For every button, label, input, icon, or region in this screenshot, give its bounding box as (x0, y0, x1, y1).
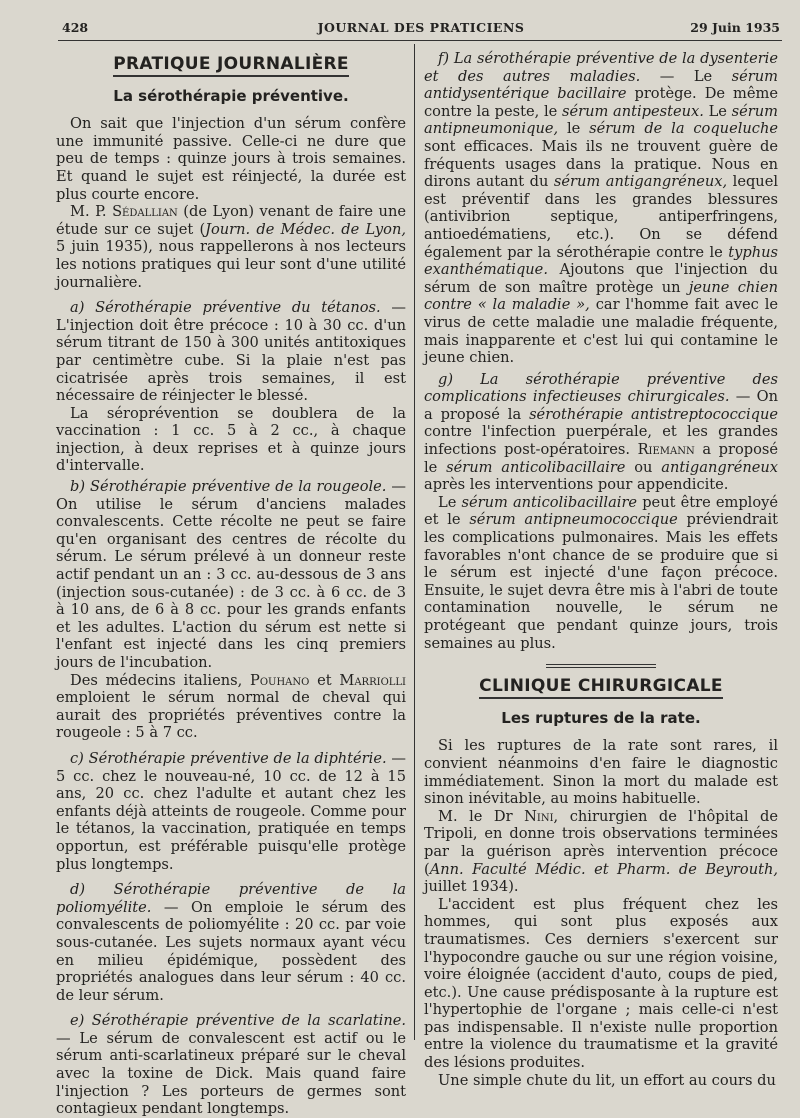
subsection-rougeole: b) Sérothérapie préventive de la rougeole. — On utilise le sérum d'anciens malades convalescents. Cette récolte ne peut se faire qu'en organisant des centres de récolte du sérum. Le sérum prélevé à un donneur reste actif pendant un an : 3 cc. au-dessous de 3 ans (injection sous-cutanée) : de 3 cc. à 6 cc. de 3 à 10 ans, de 6 à 8 cc. pour les grands enfants et les adultes. L'action du sérum est nette si l'enfant est injecté dans les cinq premiers jours de l'incubation. (56, 478, 406, 671)
paragraph: Si les ruptures de la rate sont rares, il convient néanmoins d'en faire le diagnostic immédiatement. Sinon la mort du malade est sinon inévitable, au moins habituelle. (424, 737, 778, 808)
author-name: Riemann (637, 441, 695, 459)
paragraph: L'accident est plus fréquent chez les hommes, qui sont plus exposés aux traumatismes. Ces derniers s'exercent sur l'hypocondre gauche ou sur une région voisine, voire éloignée (accident d'auto, coups de pied, etc.). Une cause prédisposante à la rupture est l'hypertophie de l'organe ; mais celle-ci n'est pas indispensable. Il n'existe nulle proportion entre la violence du traumatisme et la gravité des lésions produites. (424, 895, 778, 1072)
article-title-ruptures: Les ruptures de la rate. (501, 708, 701, 727)
journal-title: JOURNAL DES PRATICIENS (317, 20, 525, 35)
subsection-dysenterie: f) La sérothérapie préventive de la dysenterie et des autres maladies. — Le sérum antidysentérique bacillaire protège. De même contre la peste, le sérum antipesteux. Le sérum antipneumonique, le sérum de la coqueluche sont efficaces. Mais ils ne trouvent guère de fréquents usages dans la pratique. Nous en dirons autant du sérum antigangréneux, lequel est préventif dans les grandes blessures (antivibrion septique, antiperfringens, antioedématiens, etc.). On se défend également par la sérothérapie contre le typhus exanthématique. Ajoutons que l'injection du sérum de son maître protège un jeune chien contre « la maladie », car l'homme fait avec le virus de cette maladie une maladie fréquente, mais inapparente et c'est lui qui contamine le jeune chien. (424, 50, 779, 367)
section-separator (546, 664, 656, 668)
running-header (62, 14, 780, 36)
paragraph: La séroprévention se doublera de la vaccination : 1 cc. 5 à 2 cc., à chaque injection, à deux reprises et à quinze jours d'intervalle. (56, 404, 406, 475)
author-name: Sédallian (112, 203, 178, 221)
header-rule (58, 40, 782, 41)
reference: Ann. Faculté Médic. et Pharm. de Beyrouth, (429, 860, 778, 878)
left-column (56, 52, 406, 1118)
subsection-tetanos: a) Sérothérapie préventive du tétanos. — L'injection doit être précoce : 10 à 30 cc. d'un sérum titrant de 150 à 300 unités antitoxiques par centimètre cube. Si la plaie n'est pas cicatrisée après trois semaines, il est nécessaire de réinjecter le blessé. (56, 299, 407, 405)
section-title-pratique: PRATIQUE JOURNALIÈRE (56, 56, 406, 74)
paragraph: Des médecins italiens, Pouhano et Marriolli emploient le sérum normal de cheval qui aurait des propriétés préventives contre la rougeole : 5 à 7 cc. (56, 671, 406, 742)
subsection-poliomyelite: d) Sérothérapie préventive de la poliomyélite. — On emploie le sérum des convalescents de poliomyélite : 20 cc. par voie sous-cutanée. Les sujets normaux ayant vécu en milieu épidémique, possèdent des propriétés analogues dans leur sérum : 40 cc. de leur sérum. (56, 881, 406, 1004)
author-name: Pouhano (250, 671, 310, 689)
subsection-diphterie: c) Sérothérapie préventive de la diphtérie. — 5 cc. chez le nouveau-né, 10 cc. de 12 à 15 ans, 20 cc. chez l'adulte et autant chez les enfants déjà atteints de rougeole. Comme pour le tétanos, la vaccination, pratiquée en temps opportun, est préférable puisqu'elle protège plus longtemps. (56, 749, 406, 873)
subsection-scarlatine: e) Sérothérapie préventive de la scarlatine. — Le sérum de convalescent est actif ou le sérum anti-scarlatineux préparé sur le cheval avec la toxine de Dick. Mais quand faire l'injection ? Les porteurs de germes sont contagieux pendant longtemps. (56, 1012, 406, 1118)
paragraph: M. le Dr Nini, chirurgien de l'hôpital de Tripoli, en donne trois observations terminées par la guérison après intervention précoce (Ann. Faculté Médic. et Pharm. de Beyrouth, juillet 1934). (424, 807, 778, 896)
reference: Journ. de Médec. de Lyon, (205, 220, 406, 238)
article-title-serotherapie: La sérothérapie préventive. (113, 86, 349, 105)
section-title-clinique: CLINIQUE CHIRURGICALE (424, 678, 778, 696)
column-divider (414, 44, 415, 1040)
subsection-complications: g) La sérothérapie préventive des complications infectieuses chirurgicales. — On a proposé la sérothérapie antistreptococcique contre l'infection puerpérale, et les grandes infections post-opératoires. Riemann a proposé le sérum anticolibacillaire ou antigangréneux après les interventions pour appendicite. (424, 370, 778, 494)
right-column (424, 50, 778, 1089)
page-number: 428 (62, 20, 89, 35)
paragraph: M. P. Sédallian (de Lyon) venant de faire une étude sur ce sujet (Journ. de Médec. de Lyon, 5 juin 1935), nous rappellerons à nos lecteurs les notions pratiques qui leur sont d'une utilité journalière. (56, 203, 406, 291)
author-name: Nini, (524, 807, 559, 825)
paragraph: On sait que l'injection d'un sérum confère une immunité passive. Celle-ci ne dure que peu de temps : quinze jours à trois semaines. Et quand le sujet est réinjecté, la durée est plus courte encore. (56, 115, 406, 203)
issue-date: 29 Juin 1935 (690, 20, 780, 35)
paragraph: Une simple chute du lit, un effort au cours du (438, 1071, 776, 1089)
paragraph: Le sérum anticolibacillaire peut être employé et le sérum antipneumococcique préviendrait les complications pulmonaires. Mais les effets favorables n'ont chance de se produire que si le sérum est injecté d'une façon précoce. Ensuite, le sujet devra être mis à l'abri de toute contamination nouvelle, le sérum ne protégeant que pendant quinze jours, trois semaines au plus. (424, 493, 778, 652)
author-name: Marriolli (339, 671, 406, 689)
